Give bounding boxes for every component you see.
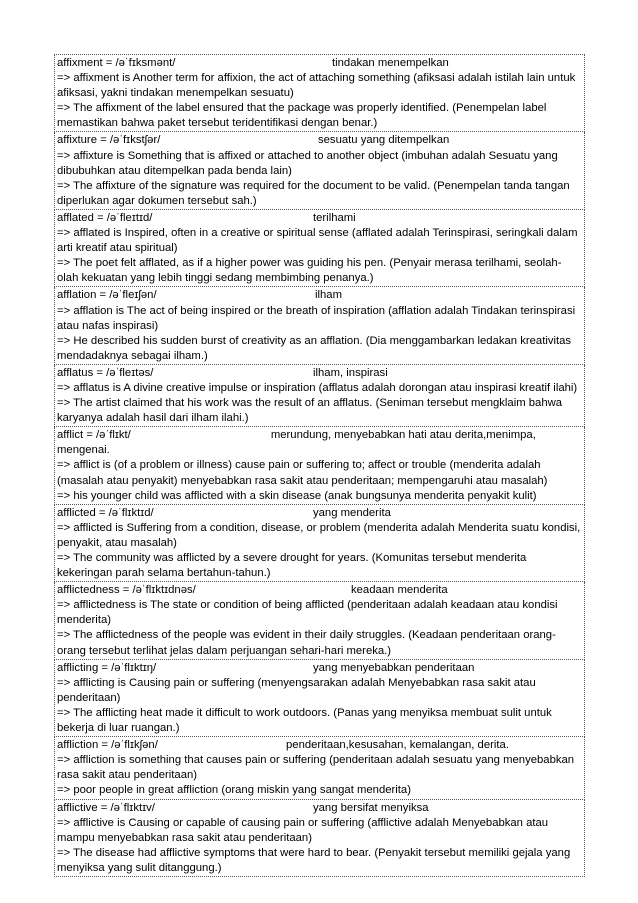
headword-pronunciation: afflation = /əˈfleɪʃən/ [57,289,157,302]
example: => poor people in great affliction (orang miskin yang sangat menderita) [57,784,411,797]
headword-pronunciation: afflictedness = /əˈflɪktɪdnəs/ [57,584,196,597]
entry-head [57,738,582,753]
entry-head [57,661,582,676]
headword-pronunciation: affixment = /əˈfɪksmənt/ [57,57,176,69]
entry-head [57,583,582,598]
entry-head [57,211,582,226]
translation: keadaan menderita [351,584,448,597]
entry-afflated [54,210,585,287]
definition: => affliction is something that causes pain or suffering (penderitaan adalah sesuatu yang menyebabkan rasa sakit atau penderitaan) [57,754,575,782]
entry-afflictive [54,800,585,877]
translation: yang menyebabkan penderitaan [313,661,475,674]
translation: yang bersifat menyiksa [313,801,429,814]
entry-head [57,56,582,71]
entry-head [57,133,582,148]
vocabulary-list [54,54,585,877]
entry-afflicting [54,660,585,737]
entry-head [57,428,582,458]
translation: tindakan menempelkan [332,57,449,69]
headword-pronunciation: afflictive = /əˈflɪktɪv/ [57,801,155,814]
example: => He described his sudden burst of creativity as an afflation. (Dia menggambarkan ledakan kreativitas mendadaknya sebagai ilham.) [57,334,572,362]
example: => The affixture of the signature was required for the document to be valid. (Penempelan tanda tangan diperlukan agar dokumen tersebut sah.) [57,179,570,207]
definition: => afflicting is Causing pain or suffering (menyengsarakan adalah Menyebabkan rasa sakit atau penderitaan) [57,676,536,704]
entry-head [57,801,582,816]
entry-afflation [54,287,585,364]
entry-head [57,506,582,521]
translation: yang menderita [313,506,391,519]
definition: => affixment is Another term for affixion, the act of attaching something (afiksasi adalah istilah lain untuk afiksasi, yakni tindakan menempelkan sesuatu) [57,72,576,100]
headword-pronunciation: afflated = /əˈfleɪtɪd/ [57,211,153,224]
entry-afflictedness [54,582,585,659]
translation: sesuatu yang ditempelkan [318,134,450,147]
translation: terilhami [313,211,356,224]
entry-affixment [54,54,585,132]
headword-pronunciation: afflatus = /əˈfleɪtəs/ [57,366,154,379]
definition: => afflictive is Causing or capable of causing pain or suffering (afflictive adalah Menyebabkan atau mampu menyebabkan rasa sakit atau penderitaan) [57,816,549,844]
translation: penderitaan,kesusahan, kemalangan, derita. [286,739,509,752]
example: => The artist claimed that his work was the result of an afflatus. (Seniman tersebut mengklaim bahwa karyanya adalah hasil dari ilham ilahi.) [57,397,563,425]
definition: => afflicted is Suffering from a condition, disease, or problem (menderita adalah Menderita suatu kondisi, penyakit, atau masalah) [57,521,581,549]
example: => The disease had afflictive symptoms that were hard to bear. (Penyakit tersebut memiliki gejala yang menyiksa yang sulit ditanggung.) [57,846,571,874]
entry-affixture [54,132,585,209]
translation: ilham [315,289,342,302]
entry-head [57,288,582,303]
entry-afflatus [54,365,585,427]
entry-head [57,366,582,381]
definition: => afflation is The act of being inspired or the breath of inspiration (afflation adalah Tindakan terinspirasi atau nafas inspirasi) [57,304,576,332]
definition: => afflatus is A divine creative impulse or inspiration (afflatus adalah dorongan atau inspirasi kreatif ilahi) [57,381,578,394]
example: => The affixment of the label ensured that the package was properly identified. (Penempelan label memastikan bahwa paket tersebut teridentifikasi dengan benar.) [57,102,547,130]
entry-afflict [54,427,585,504]
definition: => afflated is Inspired, often in a creative or spiritual sense (afflated adalah Terinspirasi, seringkali dalam arti kreatif atau spiritual) [57,227,578,255]
example: => The community was afflicted by a severe drought for years. (Komunitas tersebut menderita kekeringan parah selama bertahun-tahun.) [57,552,527,580]
translation: ilham, inspirasi [313,366,388,379]
example: => The poet felt afflated, as if a higher power was guiding his pen. (Penyair merasa terilhami, seolah-olah kekuatan yang lebih tinggi sedang membimbing penanya.) [57,257,562,285]
example: => his younger child was afflicted with a skin disease (anak bungsunya menderita penyakit kulit) [57,489,537,502]
headword-pronunciation: afflicted = /əˈflɪktɪd/ [57,506,154,519]
headword-pronunciation: afflict = /əˈflɪkt/ [57,429,131,442]
definition: => affixture is Something that is affixed or attached to another object (imbuhan adalah Sesuatu yang dibubuhkan atau ditempelkan pada benda lain) [57,149,558,177]
definition: => afflict is (of a problem or illness) cause pain or suffering to; affect or trouble (menderita adalah (masalah atau penyakit) menyebabkan rasa sakit atau penderitaan; mempengaruhi atau masalah) [57,459,548,487]
definition: => afflictedness is The state or condition of being afflicted (penderitaan adalah keadaan atau kondisi menderita) [57,599,558,627]
entry-affliction [54,737,585,799]
headword-pronunciation: afflicting = /əˈflɪktɪŋ/ [57,661,157,674]
example: => The afflictedness of the people was evident in their daily struggles. (Keadaan penderitaan orang-orang tersebut terlihat jelas dalam perjuangan sehari-hari mereka.) [57,629,556,657]
entry-afflicted [54,505,585,582]
translation: merundung, menyebabkan hati atau derita,menimpa, mengenai. [57,429,536,457]
headword-pronunciation: affixture = /əˈfɪkstʃər/ [57,134,161,147]
example: => The afflicting heat made it difficult to work outdoors. (Panas yang menyiksa membuat sulit untuk bekerja di luar ruangan.) [57,706,552,735]
headword-pronunciation: affliction = /əˈflɪkʃən/ [57,739,158,752]
